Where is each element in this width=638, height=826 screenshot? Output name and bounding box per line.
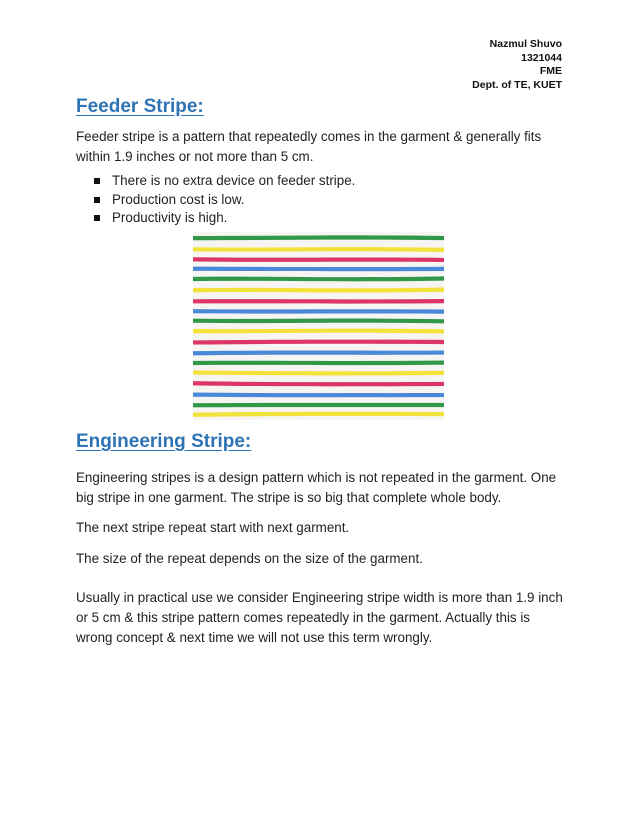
fabric-stripe	[193, 235, 444, 240]
author-dept: Dept. of TE, KUET	[472, 78, 562, 91]
engineering-paragraph-2: The next stripe repeat start with next garment.	[76, 520, 350, 535]
fabric-stripe	[193, 247, 444, 252]
fabric-stripe	[193, 319, 444, 324]
engineering-paragraph-4: Usually in practical use we consider Engineering stripe width is more than 1.9 inch or 5 cm & this stripe pattern comes repeatedly in the garment. Actually this is wrong concept & next time we will not use this term wrongly.	[76, 590, 563, 645]
author-program: FME	[539, 65, 562, 77]
fabric-stripe	[193, 350, 444, 355]
fabric-stripe	[193, 267, 444, 272]
bullet-square-icon	[94, 215, 100, 221]
bullet-square-icon	[94, 178, 100, 184]
fabric-stripe	[193, 276, 444, 281]
engineering-paragraph-3: The size of the repeat depends on the size of the garment.	[76, 551, 423, 566]
bullet-item: Production cost is low.	[94, 191, 355, 210]
engineering-stripe-heading: Engineering Stripe:	[76, 431, 252, 452]
author-block	[472, 38, 562, 92]
feeder-stripe-paragraph: Feeder stripe is a pattern that repeatedly comes in the garment & generally fits within 1.9 inches or not more than 5 cm.	[76, 129, 542, 164]
fabric-stripe	[193, 403, 444, 407]
bullet-item: Productivity is high.	[94, 209, 355, 228]
feeder-bullet-list	[94, 172, 355, 228]
bullet-square-icon	[94, 197, 100, 203]
stripe-pattern	[193, 232, 444, 420]
striped-fabric-image	[193, 232, 444, 420]
author-name: Nazmul Shuvo	[489, 38, 562, 50]
fabric-stripe	[193, 309, 444, 314]
fabric-stripe	[193, 257, 444, 262]
fabric-stripe	[193, 329, 444, 334]
fabric-stripe	[193, 360, 444, 365]
author-id: 1321044	[521, 51, 562, 64]
feeder-stripe-heading: Feeder Stripe:	[76, 96, 204, 117]
fabric-stripe	[193, 299, 444, 304]
engineering-paragraph-1: Engineering stripes is a design pattern which is not repeated in the garment. One big stripe in one garment. The stripe is so big that complete whole body.	[76, 470, 557, 505]
bullet-item: There is no extra device on feeder stripe.	[94, 172, 355, 191]
fabric-stripe	[193, 340, 444, 345]
fabric-stripe	[193, 392, 444, 397]
fabric-stripe	[193, 287, 444, 292]
